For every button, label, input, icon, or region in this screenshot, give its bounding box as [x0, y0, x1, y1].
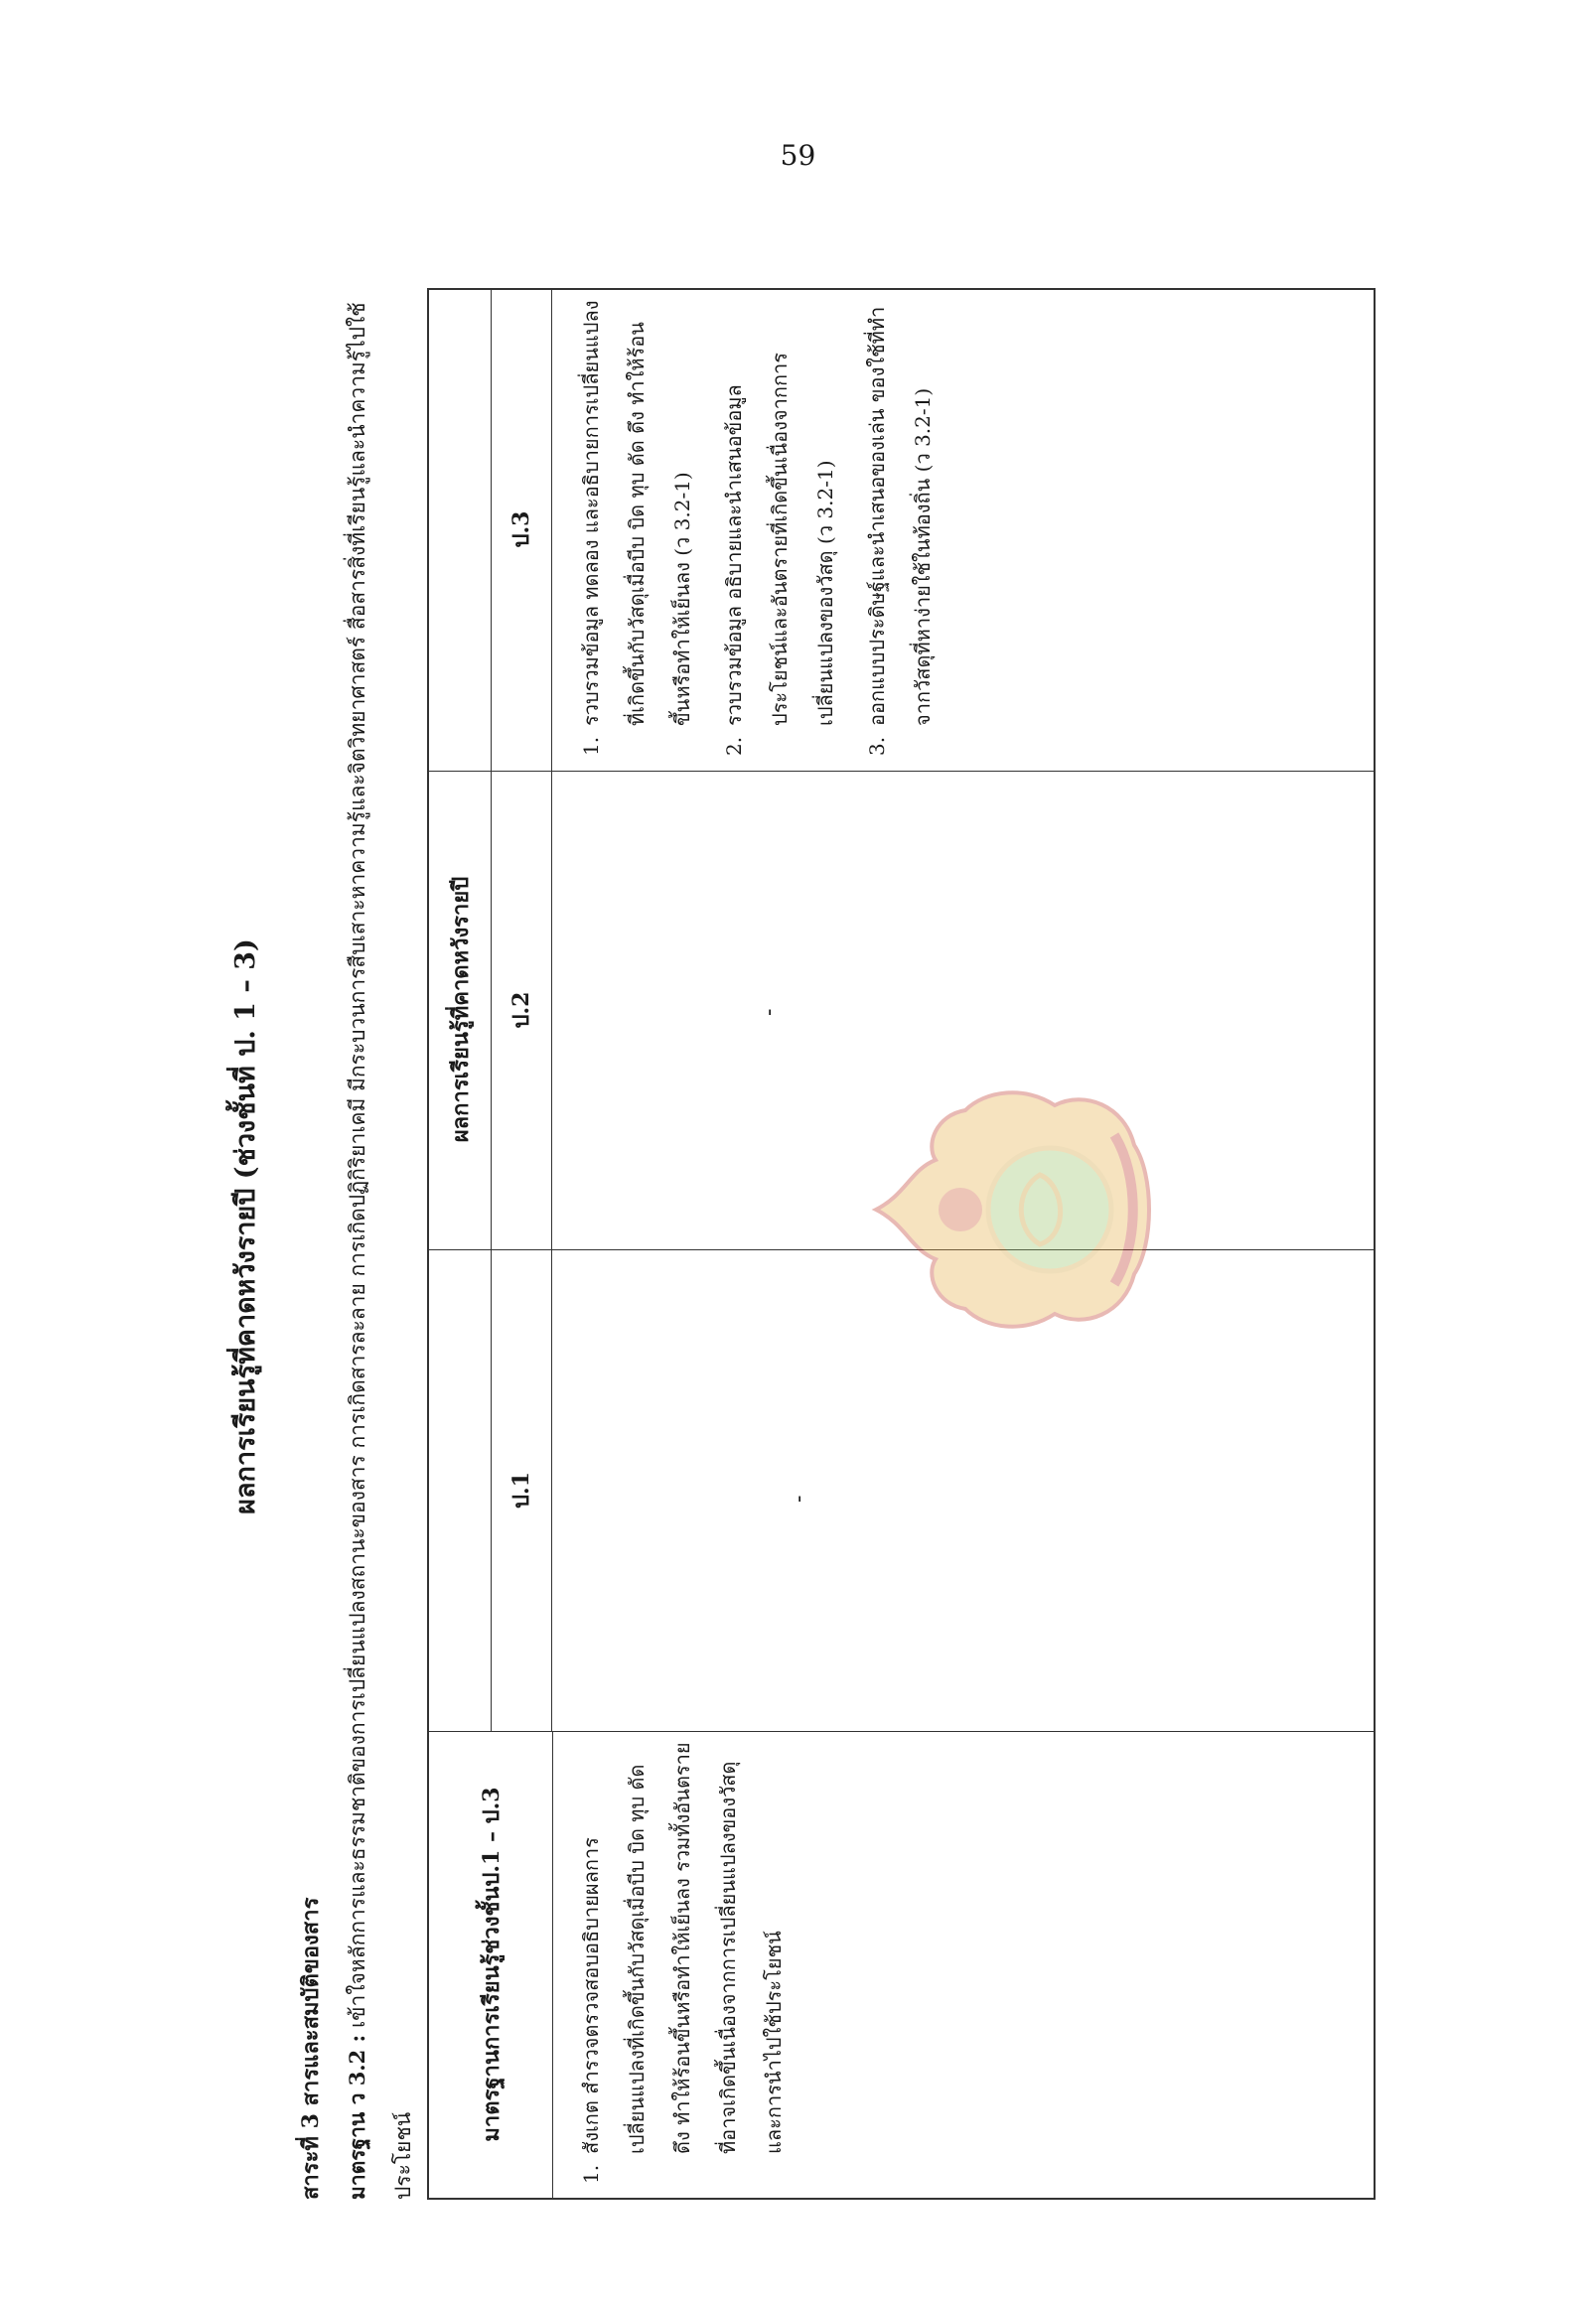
p1-cell-dash: - [787, 1495, 811, 1503]
header-standard: มาตรฐานการเรียนรู้ช่วงชั้นป.1 – ป.3 [429, 1731, 553, 2198]
list-item [568, 299, 705, 756]
outcomes-table [427, 288, 1376, 2200]
item-number: 2. [722, 736, 746, 756]
header-outcomes: ผลการเรียนรู้ที่คาดหวังรายปี [429, 288, 492, 1731]
list-item [711, 299, 848, 756]
list-item [854, 299, 945, 756]
standard-statement [335, 283, 426, 2200]
item-text: รวบรวมข้อมูล อธิบายและนำเสนอข้อมูล ประโยชน์และอันตรายที่เกิดขึ้นเนื่องจากการเปลี่ยนแปลงของวัสดุ (ว 3.2-1) [722, 352, 837, 726]
p3-cell [568, 299, 951, 756]
page-number: 59 [780, 139, 816, 172]
header-grade-p3: ป.3 [491, 288, 552, 771]
item-text: ออกแบบประดิษฐ์และนำเสนอของเล่น ของใช้ที่ทำจากวัสดุที่หาง่ายใช้ในท้องถิ่น (ว 3.2-1) [865, 306, 935, 726]
standard-label: มาตรฐาน ว 3.2 : [345, 2034, 369, 2200]
emblem-watermark [866, 1076, 1154, 1344]
item-number: 1. [579, 2164, 603, 2184]
header-grade-p1: ป.1 [491, 1249, 552, 1731]
p2-cell-dash: - [757, 1008, 782, 1016]
list-item [568, 1742, 797, 2184]
rotated-content [223, 238, 1385, 2215]
subject-heading: สาระที่ 3 สารและสมบัติของสาร [298, 1897, 324, 2200]
item-text: สังเกต สำรวจตรวจสอบอธิบายผลการเปลี่ยนแปลงที่เกิดขึ้นกับวัสดุเมื่อบีบ บิด ทุบ ดัด ดึง ทำให้ร้อนขึ้นหรือทำให้เย็นลง รวมทั้งอันตรายที่อาจเกิดขึ้นเนื่องจากการเปลี่ยนแปลงของวัสดุและการนำไปใช้ประโยชน์ [579, 1742, 786, 2154]
header-grade-p2: ป.2 [491, 771, 552, 1249]
item-text: รวบรวมข้อมูล ทดลอง และอธิบายการเปลี่ยนแปลงที่เกิดขึ้นกับวัสดุเมื่อบีบ บิด ทุบ ดัด ดึง ทำให้ร้อนขึ้นหรือทำให้เย็นลง (ว 3.2-1) [579, 300, 694, 726]
item-number: 1. [579, 736, 603, 756]
document-title: ผลการเรียนรู้ที่คาดหวังรายปี (ช่วงชั้นที่ ป. 1 – 3) [230, 938, 261, 1514]
item-number: 3. [865, 736, 889, 756]
standard-text: เข้าใจหลักการและธรรมชาติของการเปลี่ยนแปลงสถานะของสาร การเกิดสารละลาย การเกิดปฏิกิริยาเคมี มีกระบวนการสืบเสาะหาความรู้และจิตวิทยาศาสตร์ สื่อสารสิ่งที่เรียนรู้และนำความรู้ไปใช้ประโยชน์ [346, 302, 415, 2200]
standard-cell [568, 1742, 802, 2184]
